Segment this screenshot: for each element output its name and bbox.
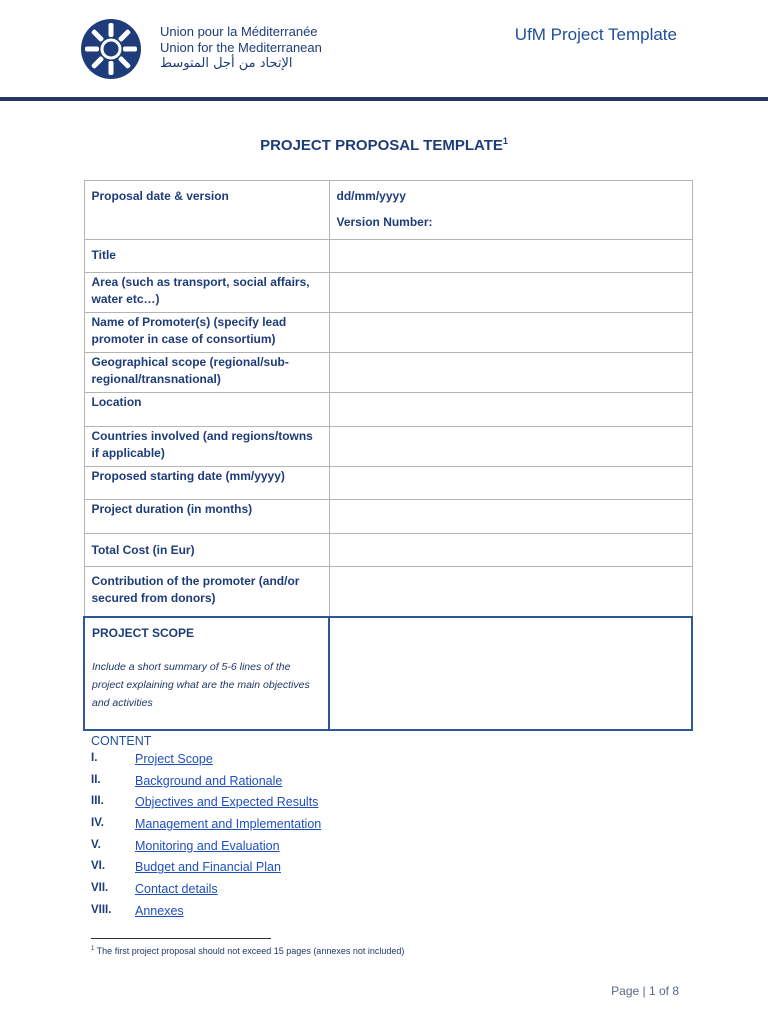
table-row [84,313,692,353]
row-label: Proposal date & version [84,181,329,240]
content-heading: CONTENT [91,734,152,748]
toc-link-budget[interactable]: Budget and Financial Plan [135,860,281,875]
toc-link-project-scope[interactable]: Project Scope [135,752,213,766]
project-scope-instructions: Include a short summary of 5-6 lines of the project explaining what are the main objectives and activities [92,660,310,709]
project-scope-heading: PROJECT SCOPE [92,625,195,640]
list-item [91,817,691,839]
row-label: Title [84,240,329,273]
org-name-arabic: الإتحاد من أجل المتوسط [160,56,293,71]
page-number: Page | 1 of 8 [611,984,679,998]
table-row [84,534,692,567]
table-row [84,393,692,427]
row-label: Total Cost (in Eur) [84,534,329,567]
row-label: Proposed starting date (mm/yyyy) [84,467,329,500]
row-label: Countries involved (and regions/towns if applicable) [84,427,329,467]
list-item [91,860,691,882]
header-divider [0,97,768,101]
row-value[interactable] [329,534,692,567]
row-label: Contribution of the promoter (and/or secured from donors) [84,567,329,617]
row-value[interactable] [329,181,692,240]
row-value[interactable] [329,353,692,393]
toc-link-management[interactable]: Management and Implementation [135,817,322,832]
toc-link-objectives[interactable]: Objectives and Expected Results [135,795,319,810]
row-value[interactable] [329,240,692,273]
table-row [84,353,692,393]
title-footnote-mark[interactable]: 1 [502,136,508,146]
toc-number: I. [91,752,98,764]
footnote [91,946,404,956]
organization-names [160,24,322,72]
date-placeholder: dd/mm/yyyy [336,189,406,203]
list-item [91,752,691,774]
row-label: Project duration (in months) [84,500,329,534]
table-row [84,567,692,617]
toc-link-monitoring[interactable]: Monitoring and Evaluation [135,838,280,853]
org-name-english: Union for the Mediterranean [160,40,322,55]
row-value[interactable] [329,467,692,500]
table-row [84,467,692,500]
row-value[interactable] [329,313,692,353]
list-item [91,882,691,904]
row-value[interactable] [329,393,692,427]
row-value[interactable] [329,567,692,617]
list-item [91,795,691,817]
toc-number: V. [91,838,101,851]
row-label: Area (such as transport, social affairs, water etc…) [84,273,329,313]
row-value[interactable] [329,427,692,467]
toc-number: III. [91,795,104,808]
toc-number: II. [91,773,101,786]
toc-link-contact[interactable]: Contact details [135,882,218,897]
footnote-mark: 1 [91,946,95,952]
list-item [91,839,691,861]
toc-link-annexes[interactable]: Annexes [135,903,184,918]
list-item [91,774,691,796]
table-of-contents [91,734,691,926]
header-title: UfM Project Template [514,25,677,44]
document-title [0,136,768,154]
page-header [0,0,768,100]
project-scope-cell [84,617,329,730]
table-row [84,240,692,273]
table-row-project-scope [84,617,692,730]
org-name-french: Union pour la Méditerranée [160,24,318,39]
table-row [84,181,692,240]
project-scope-value[interactable] [329,617,692,730]
table-row [84,427,692,467]
toc-number: VIII. [91,903,112,916]
toc-number: VI. [91,860,106,873]
table-row [84,273,692,313]
row-label: Name of Promoter(s) (specify lead promoter in case of consortium) [84,313,329,353]
proposal-form-table [83,180,693,731]
footnote-divider [91,938,271,939]
toc-number: VII. [91,882,109,895]
ufm-logo-icon [80,18,142,80]
toc-link-background[interactable]: Background and Rationale [135,773,283,788]
row-value[interactable] [329,273,692,313]
version-label: Version Number: [336,215,433,229]
row-value[interactable] [329,500,692,534]
row-label: Location [84,393,329,427]
list-item [91,904,691,926]
document-title-text: PROJECT PROPOSAL TEMPLATE [260,137,503,154]
table-row [84,500,692,534]
toc-number: IV. [91,817,105,830]
footnote-text: The first project proposal should not exceed 15 pages (annexes not included) [94,946,405,956]
row-label: Geographical scope (regional/sub-regional/transnational) [84,353,329,393]
